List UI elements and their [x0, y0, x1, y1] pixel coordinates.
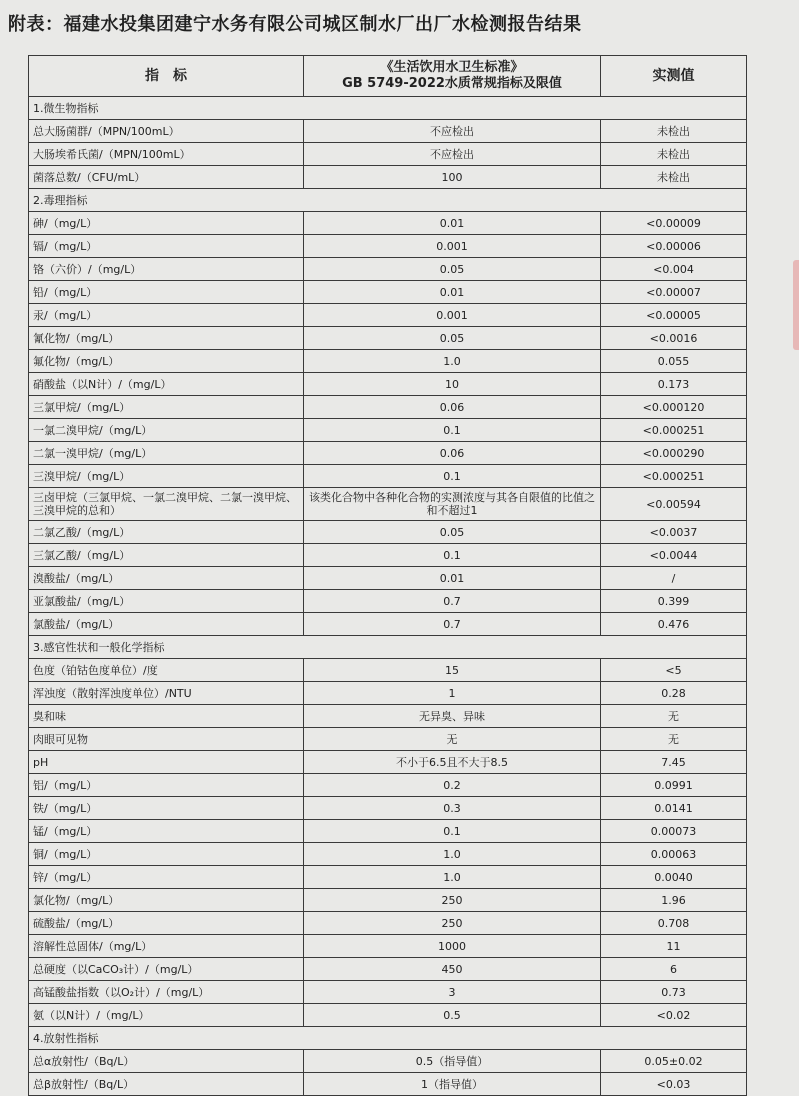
- section-row: [29, 97, 747, 120]
- indicator-cell: 氯酸盐/（mg/L）: [29, 613, 304, 636]
- table-row: [29, 1004, 747, 1027]
- limit-cell: 不小于6.5且不大于8.5: [304, 751, 601, 774]
- measured-value-cell: 无: [601, 728, 747, 751]
- limit-cell: 10: [304, 373, 601, 396]
- indicator-cell: 砷/（mg/L）: [29, 212, 304, 235]
- measured-value-cell: <0.00594: [601, 488, 747, 521]
- table-row: [29, 281, 747, 304]
- measured-value-cell: 11: [601, 935, 747, 958]
- limit-cell: 0.01: [304, 567, 601, 590]
- limit-cell: 1.0: [304, 843, 601, 866]
- report-table: [28, 55, 747, 1096]
- limit-cell: 0.5（指导值）: [304, 1050, 601, 1073]
- measured-value-cell: <0.03: [601, 1073, 747, 1096]
- measured-value-cell: <0.004: [601, 258, 747, 281]
- table-row: [29, 373, 747, 396]
- indicator-cell: 铬（六价）/（mg/L）: [29, 258, 304, 281]
- measured-value-cell: 0.708: [601, 912, 747, 935]
- limit-cell: 1: [304, 682, 601, 705]
- measured-value-cell: 0.0040: [601, 866, 747, 889]
- limit-cell: 0.001: [304, 235, 601, 258]
- table-row: [29, 488, 747, 521]
- indicator-cell: 溶解性总固体/（mg/L）: [29, 935, 304, 958]
- indicator-cell: 总β放射性/（Bq/L）: [29, 1073, 304, 1096]
- indicator-cell: 高锰酸盐指数（以O₂计）/（mg/L）: [29, 981, 304, 1004]
- table-row: [29, 442, 747, 465]
- header-standard-line2: GB 5749-2022水质常规指标及限值: [342, 76, 562, 91]
- section-title: 2.毒理指标: [29, 189, 747, 212]
- limit-cell: 0.7: [304, 590, 601, 613]
- measured-value-cell: 0.055: [601, 350, 747, 373]
- measured-value-cell: 0.00063: [601, 843, 747, 866]
- table-row: [29, 843, 747, 866]
- header-standard: [304, 56, 601, 97]
- limit-cell: 100: [304, 166, 601, 189]
- indicator-cell: 总α放射性/（Bq/L）: [29, 1050, 304, 1073]
- table-row: [29, 958, 747, 981]
- indicator-cell: 肉眼可见物: [29, 728, 304, 751]
- limit-cell: 0.2: [304, 774, 601, 797]
- indicator-cell: 三溴甲烷/（mg/L）: [29, 465, 304, 488]
- limit-cell: 0.1: [304, 419, 601, 442]
- table-row: [29, 304, 747, 327]
- section-row: [29, 1027, 747, 1050]
- limit-cell: 0.05: [304, 521, 601, 544]
- page-title: 附表：福建水投集团建宁水务有限公司城区制水厂出厂水检测报告结果: [8, 14, 582, 35]
- measured-value-cell: 0.476: [601, 613, 747, 636]
- measured-value-cell: 未检出: [601, 143, 747, 166]
- measured-value-cell: 0.399: [601, 590, 747, 613]
- indicator-cell: 硝酸盐（以N计）/（mg/L）: [29, 373, 304, 396]
- measured-value-cell: <0.0037: [601, 521, 747, 544]
- indicator-cell: 氟化物/（mg/L）: [29, 350, 304, 373]
- limit-cell: 3: [304, 981, 601, 1004]
- indicator-cell: 三卤甲烷（三氯甲烷、一氯二溴甲烷、二氯一溴甲烷、三溴甲烷的总和）: [29, 488, 304, 521]
- section-title: 1.微生物指标: [29, 97, 747, 120]
- measured-value-cell: <0.00005: [601, 304, 747, 327]
- table-row: [29, 912, 747, 935]
- limit-cell: 0.1: [304, 820, 601, 843]
- measured-value-cell: 1.96: [601, 889, 747, 912]
- measured-value-cell: <0.02: [601, 1004, 747, 1027]
- measured-value-cell: <5: [601, 659, 747, 682]
- measured-value-cell: <0.0016: [601, 327, 747, 350]
- section-title: 4.放射性指标: [29, 1027, 747, 1050]
- measured-value-cell: 0.0991: [601, 774, 747, 797]
- limit-cell: 0.05: [304, 327, 601, 350]
- table-row: [29, 258, 747, 281]
- measured-value-cell: <0.00009: [601, 212, 747, 235]
- indicator-cell: 硫酸盐/（mg/L）: [29, 912, 304, 935]
- table-row: [29, 120, 747, 143]
- table-row: [29, 935, 747, 958]
- table-row: [29, 544, 747, 567]
- indicator-cell: 总硬度（以CaCO₃计）/（mg/L）: [29, 958, 304, 981]
- indicator-cell: 二氯乙酸/（mg/L）: [29, 521, 304, 544]
- limit-cell: 0.05: [304, 258, 601, 281]
- limit-cell: 450: [304, 958, 601, 981]
- measured-value-cell: 7.45: [601, 751, 747, 774]
- red-stamp-edge: [793, 260, 799, 350]
- indicator-cell: 浑浊度（散射浑浊度单位）/NTU: [29, 682, 304, 705]
- indicator-cell: 总大肠菌群/（MPN/100mL）: [29, 120, 304, 143]
- indicator-cell: 氨（以N计）/（mg/L）: [29, 1004, 304, 1027]
- measured-value-cell: 6: [601, 958, 747, 981]
- limit-cell: 1000: [304, 935, 601, 958]
- indicator-cell: 色度（铂钴色度单位）/度: [29, 659, 304, 682]
- table-row: [29, 797, 747, 820]
- measured-value-cell: <0.0044: [601, 544, 747, 567]
- table-row: [29, 751, 747, 774]
- indicator-cell: 臭和味: [29, 705, 304, 728]
- table-row: [29, 1073, 747, 1096]
- table-row: [29, 820, 747, 843]
- limit-cell: 0.06: [304, 396, 601, 419]
- limit-cell: 该类化合物中各种化合物的实测浓度与其各自限值的比值之和不超过1: [304, 488, 601, 521]
- section-row: [29, 189, 747, 212]
- table-row: [29, 419, 747, 442]
- table-row: [29, 166, 747, 189]
- limit-cell: 0.3: [304, 797, 601, 820]
- table-row: [29, 235, 747, 258]
- limit-cell: 无: [304, 728, 601, 751]
- table-row: [29, 866, 747, 889]
- indicator-cell: 铁/（mg/L）: [29, 797, 304, 820]
- measured-value-cell: 0.05±0.02: [601, 1050, 747, 1073]
- limit-cell: 0.01: [304, 281, 601, 304]
- measured-value-cell: 0.73: [601, 981, 747, 1004]
- measured-value-cell: 0.28: [601, 682, 747, 705]
- measured-value-cell: 0.173: [601, 373, 747, 396]
- table-row: [29, 981, 747, 1004]
- measured-value-cell: 无: [601, 705, 747, 728]
- limit-cell: 0.1: [304, 465, 601, 488]
- indicator-cell: 亚氯酸盐/（mg/L）: [29, 590, 304, 613]
- limit-cell: 无异臭、异味: [304, 705, 601, 728]
- limit-cell: 1（指导值）: [304, 1073, 601, 1096]
- measured-value-cell: 0.0141: [601, 797, 747, 820]
- measured-value-cell: <0.000290: [601, 442, 747, 465]
- section-title: 3.感官性状和一般化学指标: [29, 636, 747, 659]
- indicator-cell: 铝/（mg/L）: [29, 774, 304, 797]
- limit-cell: 0.7: [304, 613, 601, 636]
- indicator-cell: 锰/（mg/L）: [29, 820, 304, 843]
- table-row: [29, 774, 747, 797]
- measured-value-cell: <0.000251: [601, 465, 747, 488]
- limit-cell: 1.0: [304, 350, 601, 373]
- measured-value-cell: /: [601, 567, 747, 590]
- limit-cell: 0.06: [304, 442, 601, 465]
- header-indicator: 指 标: [29, 56, 304, 97]
- header-measured: 实测值: [601, 56, 747, 97]
- indicator-cell: 氰化物/（mg/L）: [29, 327, 304, 350]
- table-row: [29, 396, 747, 419]
- measured-value-cell: <0.000251: [601, 419, 747, 442]
- table-header-row: [29, 56, 747, 97]
- limit-cell: 250: [304, 889, 601, 912]
- indicator-cell: pH: [29, 751, 304, 774]
- table-row: [29, 705, 747, 728]
- limit-cell: 0.001: [304, 304, 601, 327]
- measured-value-cell: 0.00073: [601, 820, 747, 843]
- measured-value-cell: 未检出: [601, 166, 747, 189]
- table-row: [29, 613, 747, 636]
- table-row: [29, 889, 747, 912]
- limit-cell: 不应检出: [304, 120, 601, 143]
- table-row: [29, 327, 747, 350]
- measured-value-cell: <0.000120: [601, 396, 747, 419]
- limit-cell: 0.01: [304, 212, 601, 235]
- indicator-cell: 氯化物/（mg/L）: [29, 889, 304, 912]
- indicator-cell: 汞/（mg/L）: [29, 304, 304, 327]
- indicator-cell: 一氯二溴甲烷/（mg/L）: [29, 419, 304, 442]
- measured-value-cell: 未检出: [601, 120, 747, 143]
- table-row: [29, 682, 747, 705]
- header-standard-line1: 《生活饮用水卫生标准》: [380, 60, 524, 75]
- table-body: [29, 97, 747, 1096]
- measured-value-cell: <0.00007: [601, 281, 747, 304]
- indicator-cell: 溴酸盐/（mg/L）: [29, 567, 304, 590]
- table-row: [29, 728, 747, 751]
- table-row: [29, 567, 747, 590]
- indicator-cell: 三氯甲烷/（mg/L）: [29, 396, 304, 419]
- table-row: [29, 143, 747, 166]
- indicator-cell: 三氯乙酸/（mg/L）: [29, 544, 304, 567]
- table-row: [29, 465, 747, 488]
- limit-cell: 0.1: [304, 544, 601, 567]
- section-row: [29, 636, 747, 659]
- indicator-cell: 菌落总数/（CFU/mL）: [29, 166, 304, 189]
- table-row: [29, 350, 747, 373]
- table-row: [29, 212, 747, 235]
- table-row: [29, 590, 747, 613]
- table-row: [29, 1050, 747, 1073]
- table-row: [29, 521, 747, 544]
- measured-value-cell: <0.00006: [601, 235, 747, 258]
- indicator-cell: 镉/（mg/L）: [29, 235, 304, 258]
- indicator-cell: 大肠埃希氏菌/（MPN/100mL）: [29, 143, 304, 166]
- limit-cell: 0.5: [304, 1004, 601, 1027]
- indicator-cell: 二氯一溴甲烷/（mg/L）: [29, 442, 304, 465]
- limit-cell: 15: [304, 659, 601, 682]
- limit-cell: 不应检出: [304, 143, 601, 166]
- limit-cell: 250: [304, 912, 601, 935]
- indicator-cell: 铜/（mg/L）: [29, 843, 304, 866]
- limit-cell: 1.0: [304, 866, 601, 889]
- table-row: [29, 659, 747, 682]
- indicator-cell: 锌/（mg/L）: [29, 866, 304, 889]
- indicator-cell: 铅/（mg/L）: [29, 281, 304, 304]
